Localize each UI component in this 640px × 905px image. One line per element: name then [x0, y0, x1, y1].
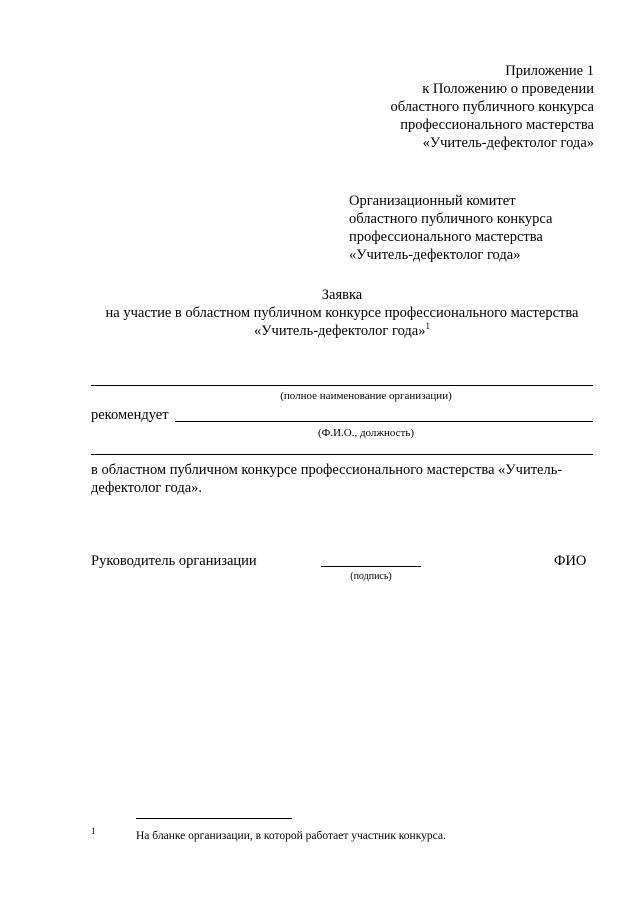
body-text-line: в областном публичном конкурсе профессионального мастерства «Учитель- [91, 462, 563, 478]
footnote-separator [136, 818, 292, 819]
name-label: ФИО [554, 553, 587, 569]
organization-caption: (полное наименование организации) [280, 390, 452, 402]
annex-line: «Учитель-дефектолог года» [422, 135, 594, 151]
addressee-line: профессионального мастерства [349, 229, 543, 245]
addressee-line: «Учитель-дефектолог года» [349, 247, 521, 263]
title-heading: Заявка [321, 287, 363, 303]
person-caption: (Ф.И.О., должность) [317, 427, 415, 439]
addressee-line: областного публичного конкурса [349, 211, 553, 227]
footnote-mark: 1 [91, 826, 96, 836]
organization-name-field[interactable] [91, 385, 593, 386]
title-line [0, 322, 640, 340]
annex-line: профессионального мастерства [400, 117, 594, 133]
signature-caption: (подпись) [350, 571, 392, 582]
annex-line: к Положению о проведении [422, 81, 594, 97]
competition-name: «Учитель-дефектолог года» [254, 323, 426, 339]
nominee-field[interactable] [175, 421, 593, 422]
title-line: на участие в областном публичном конкурсе профессионального мастерства [105, 305, 579, 321]
addressee-line: Организационный комитет [349, 193, 516, 209]
annex-line: областного публичного конкурса [390, 99, 594, 115]
recommends-label: рекомендует [91, 407, 169, 423]
body-text-line: дефектолог года». [91, 480, 203, 496]
footnote-reference: 1 [425, 321, 430, 331]
footnote-text: На бланке организации, в которой работает участник конкурса. [136, 830, 446, 842]
annex-line: Приложение 1 [505, 63, 594, 79]
nominee-details-field[interactable] [91, 454, 593, 455]
signature-field[interactable] [321, 566, 421, 567]
head-label: Руководитель организации [91, 553, 257, 569]
